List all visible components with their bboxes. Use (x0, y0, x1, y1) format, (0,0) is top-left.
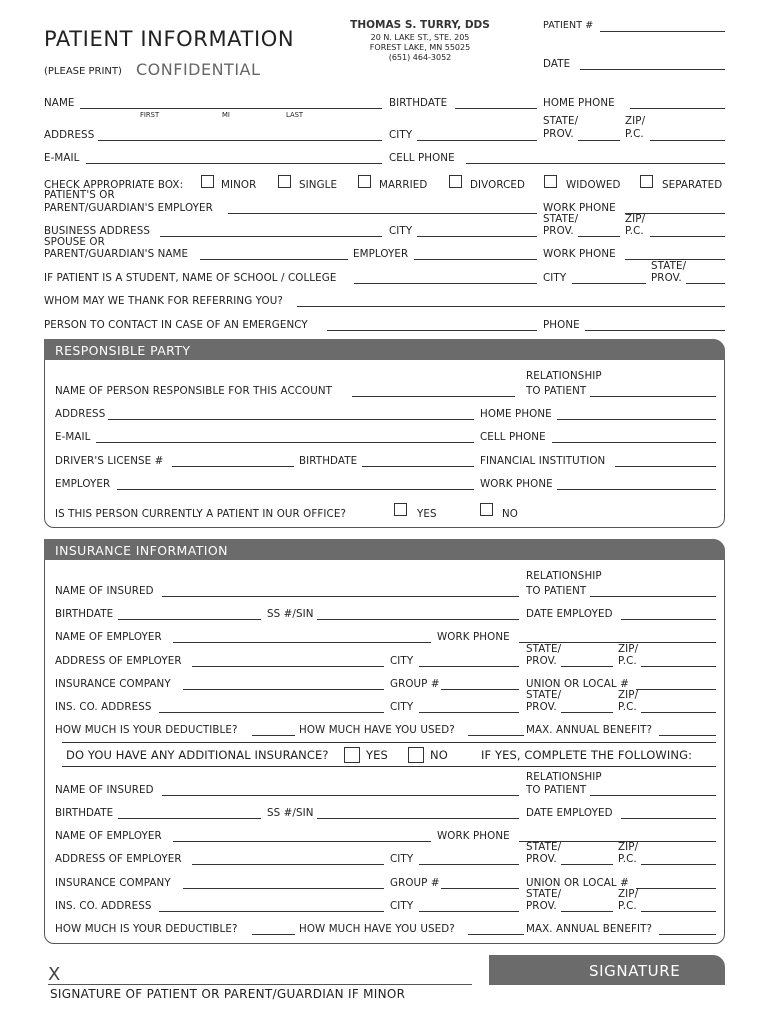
ins2-company-zip-field[interactable] (641, 911, 716, 912)
rp-birthdate-label: BIRTHDATE (299, 455, 358, 467)
mi-sublabel: MI (222, 111, 230, 119)
rp-cell-phone-label: CELL PHONE (480, 431, 546, 443)
cell-phone-label: CELL PHONE (389, 152, 455, 164)
please-print-note: (PLEASE PRINT) (44, 66, 122, 77)
ins2-max-benefit-label: MAX. ANNUAL BENEFIT? (526, 923, 653, 935)
guardian-employer-label: PARENT/GUARDIAN'S EMPLOYER (44, 202, 213, 214)
ins2-name-insured-field[interactable] (162, 795, 519, 796)
spouse-work-phone-label: WORK PHONE (543, 248, 616, 260)
patient-number-label: PATIENT # (543, 20, 594, 31)
ins-company-city-field[interactable] (419, 712, 519, 713)
ins2-state-label: STATE/ (526, 841, 562, 853)
insurance-title: INSURANCE INFORMATION (55, 543, 228, 558)
patient-number-field[interactable] (600, 31, 725, 32)
ins-company-zip-label: ZIP/ (618, 689, 639, 701)
signature-label: SIGNATURE OF PATIENT OR PARENT/GUARDIAN IF MINOR (50, 987, 406, 1001)
ins2-pc-label: P.C. (618, 853, 637, 865)
ins2-city-field[interactable] (419, 864, 519, 865)
ins-ss-field[interactable] (317, 619, 519, 620)
ins-prov-label: PROV. (526, 655, 557, 667)
minor-label: MINOR (221, 179, 257, 191)
ins-company-state-label: STATE/ (526, 689, 562, 701)
rp-financial-field[interactable] (615, 466, 716, 467)
signature-button-label: SIGNATURE (589, 962, 681, 980)
ins-ss-label: SS #/SIN (267, 608, 314, 620)
name-label: NAME (44, 97, 75, 109)
additional-divider-top (62, 742, 716, 743)
emergency-phone-field[interactable] (585, 330, 725, 331)
practice-phone: (651) 464-3052 (388, 53, 452, 62)
signature-x: X (48, 964, 61, 985)
zip-field[interactable] (650, 140, 725, 141)
additional-yes-label: YES (366, 748, 388, 762)
rp-current-patient-label: IS THIS PERSON CURRENTLY A PATIENT IN OUR OFFICE? (55, 508, 347, 520)
ins-birthdate-label: BIRTHDATE (55, 608, 114, 620)
birthdate-field[interactable] (455, 108, 537, 109)
ins2-union-label: UNION OR LOCAL # (526, 877, 629, 889)
ins-company-state-field[interactable] (561, 712, 613, 713)
rp-financial-label: FINANCIAL INSTITUTION (480, 455, 606, 467)
ins2-state-field[interactable] (561, 864, 613, 865)
school-label: IF PATIENT IS A STUDENT, NAME OF SCHOOL / COLLEGE (44, 272, 337, 284)
ins2-employer-field[interactable] (173, 841, 431, 842)
ins-birthdate-field[interactable] (118, 619, 261, 620)
rp-email-field[interactable] (96, 442, 474, 443)
ins2-name-insured-label: NAME OF INSURED (55, 784, 154, 796)
ins2-company-zip-label: ZIP/ (618, 888, 639, 900)
ins2-to-patient-label: TO PATIENT (526, 784, 587, 796)
widowed-label: WIDOWED (566, 179, 621, 191)
practice-address-2: FOREST LAKE, MN 55025 (369, 43, 471, 52)
business-prov-label: PROV. (543, 225, 574, 237)
ins-name-insured-field[interactable] (162, 596, 519, 597)
practice-address-1: 20 N. LAKE ST., STE. 205 (370, 33, 470, 42)
school-city-field[interactable] (572, 283, 646, 284)
ins2-company-state-field[interactable] (561, 911, 613, 912)
school-state-field[interactable] (686, 283, 725, 284)
ins2-employer-address-label: ADDRESS OF EMPLOYER (55, 853, 182, 865)
rp-license-field[interactable] (172, 466, 294, 467)
divorced-label: DIVORCED (470, 179, 525, 191)
rp-name-label: NAME OF PERSON RESPONSIBLE FOR THIS ACCOUNT (55, 385, 333, 397)
prov-label: PROV. (543, 128, 574, 140)
minor-checkbox[interactable] (201, 175, 214, 188)
ins-max-benefit-field[interactable] (659, 735, 716, 736)
widowed-checkbox[interactable] (544, 175, 557, 188)
ins2-used-field[interactable] (468, 934, 524, 935)
ins2-ss-label: SS #/SIN (267, 807, 314, 819)
ins-pc-label: P.C. (618, 655, 637, 667)
rp-employer-field[interactable] (117, 489, 474, 490)
ins2-prov-label: PROV. (526, 853, 557, 865)
check-box-label: CHECK APPROPRIATE BOX: (44, 179, 184, 191)
ins2-company-city-label: CITY (390, 900, 414, 912)
additional-divider-bottom (62, 766, 716, 767)
school-field[interactable] (354, 283, 537, 284)
address-field[interactable] (98, 140, 382, 141)
ins-state-label: STATE/ (526, 643, 562, 655)
ins2-max-benefit-field[interactable] (659, 934, 716, 935)
last-sublabel: LAST (286, 111, 304, 119)
ins-zip-label: ZIP/ (618, 643, 639, 655)
email-field[interactable] (86, 163, 382, 164)
business-city-field[interactable] (417, 236, 537, 237)
separated-checkbox[interactable] (640, 175, 653, 188)
responsible-party-panel (44, 339, 725, 528)
spouse-employer-label: EMPLOYER (353, 248, 409, 260)
ins-employer-field[interactable] (173, 642, 431, 643)
ins2-ss-field[interactable] (317, 818, 519, 819)
business-zip-field[interactable] (650, 236, 725, 237)
rp-address-label: ADDRESS (55, 408, 106, 420)
guardian-name-field[interactable] (200, 259, 348, 260)
rp-work-phone-label: WORK PHONE (480, 478, 553, 490)
emergency-phone-label: PHONE (543, 319, 580, 331)
rp-employer-label: EMPLOYER (55, 478, 111, 490)
ins2-company-label: INSURANCE COMPANY (55, 877, 171, 889)
ins2-deductible-label: HOW MUCH IS YOUR DEDUCTIBLE? (55, 923, 238, 935)
responsible-party-header (44, 339, 725, 360)
separated-label: SEPARATED (662, 179, 723, 191)
ins-name-insured-label: NAME OF INSURED (55, 585, 154, 597)
ins-max-benefit-label: MAX. ANNUAL BENEFIT? (526, 724, 653, 736)
additional-yes-checkbox[interactable] (344, 747, 360, 763)
rp-home-phone-label: HOME PHONE (480, 408, 552, 420)
ins-company-address-label: INS. CO. ADDRESS (55, 701, 152, 713)
ins-company-prov-label: PROV. (526, 701, 557, 713)
emergency-contact-field[interactable] (327, 330, 537, 331)
ins-used-field[interactable] (468, 735, 524, 736)
patients-or-label: PATIENT'S OR (44, 189, 115, 201)
business-address-field[interactable] (160, 236, 382, 237)
date-label: DATE (543, 58, 571, 70)
pc-label: P.C. (625, 128, 644, 140)
additional-insurance-label: DO YOU HAVE ANY ADDITIONAL INSURANCE? (66, 748, 329, 762)
rp-no-label: NO (502, 508, 519, 520)
address-label: ADDRESS (44, 129, 95, 141)
practice-block (330, 19, 510, 62)
spouse-or-label: SPOUSE OR (44, 236, 105, 248)
ins2-union-field[interactable] (636, 888, 716, 889)
ins-employer-address-field[interactable] (192, 666, 384, 667)
ins-union-field[interactable] (636, 689, 716, 690)
ins-company-address-field[interactable] (159, 712, 384, 713)
ins2-employer-label: NAME OF EMPLOYER (55, 830, 162, 842)
ins-group-field[interactable] (441, 689, 519, 690)
page-title: PATIENT INFORMATION (44, 27, 295, 51)
work-phone-label: WORK PHONE (543, 202, 616, 214)
married-checkbox[interactable] (358, 175, 371, 188)
state-field[interactable] (578, 140, 620, 141)
confidential-label: CONFIDENTIAL (136, 60, 261, 79)
rp-no-checkbox[interactable] (480, 503, 493, 516)
business-zip-label: ZIP/ (625, 213, 646, 225)
cell-phone-field[interactable] (466, 163, 725, 164)
ins-zip-field[interactable] (641, 666, 716, 667)
ins2-zip-field[interactable] (641, 864, 716, 865)
ins-employer-label: NAME OF EMPLOYER (55, 631, 162, 643)
ins-company-pc-label: P.C. (618, 701, 637, 713)
birthdate-label: BIRTHDATE (389, 97, 448, 109)
married-label: MARRIED (379, 179, 428, 191)
ins-employer-address-label: ADDRESS OF EMPLOYER (55, 655, 182, 667)
rp-license-label: DRIVER'S LICENSE # (55, 455, 164, 467)
ins2-company-city-field[interactable] (419, 911, 519, 912)
rp-birthdate-field[interactable] (362, 466, 474, 467)
guardian-employer-field[interactable] (228, 213, 537, 214)
rp-relationship-label: RELATIONSHIP (526, 370, 602, 382)
name-field[interactable] (80, 108, 382, 109)
ins-to-patient-label: TO PATIENT (526, 585, 587, 597)
school-city-label: CITY (543, 272, 567, 284)
email-label: E-MAIL (44, 152, 80, 164)
additional-no-checkbox[interactable] (408, 747, 424, 763)
rp-work-phone-field[interactable] (557, 489, 716, 490)
ins-company-field[interactable] (183, 689, 384, 690)
ins2-birthdate-label: BIRTHDATE (55, 807, 114, 819)
if-yes-label: IF YES, COMPLETE THE FOLLOWING: (481, 748, 693, 762)
rp-yes-label: YES (417, 508, 437, 520)
rp-to-patient-label: TO PATIENT (526, 385, 587, 397)
ins2-employer-address-field[interactable] (192, 864, 384, 865)
ins2-relationship-field[interactable] (590, 795, 716, 796)
divorced-checkbox[interactable] (449, 175, 462, 188)
ins2-zip-label: ZIP/ (618, 841, 639, 853)
ins-group-label: GROUP # (390, 678, 440, 690)
business-pc-label: P.C. (625, 225, 644, 237)
ins2-company-pc-label: P.C. (618, 900, 637, 912)
ins2-company-prov-label: PROV. (526, 900, 557, 912)
single-label: SINGLE (299, 179, 338, 191)
ins-used-label: HOW MUCH HAVE YOU USED? (299, 724, 455, 736)
ins-relationship-label: RELATIONSHIP (526, 570, 602, 582)
zip-label: ZIP/ (625, 115, 646, 127)
ins-relationship-field[interactable] (590, 596, 716, 597)
rp-name-field[interactable] (352, 396, 515, 397)
guardian-name-label: PARENT/GUARDIAN'S NAME (44, 248, 189, 260)
ins2-company-address-field[interactable] (159, 911, 384, 912)
ins2-group-field[interactable] (441, 888, 519, 889)
rp-relationship-field[interactable] (590, 396, 716, 397)
ins-date-employed-label: DATE EMPLOYED (526, 608, 613, 620)
ins-city-label: CITY (390, 655, 414, 667)
home-phone-label: HOME PHONE (543, 97, 615, 109)
rp-email-label: E-MAIL (55, 431, 91, 443)
ins2-company-state-label: STATE/ (526, 888, 562, 900)
practice-name: THOMAS S. TURRY, DDS (350, 19, 490, 31)
business-state-label: STATE/ (543, 213, 579, 225)
ins2-deductible-field[interactable] (252, 934, 295, 935)
single-checkbox[interactable] (278, 175, 291, 188)
ins-deductible-label: HOW MUCH IS YOUR DEDUCTIBLE? (55, 724, 238, 736)
responsible-party-title: RESPONSIBLE PARTY (55, 343, 191, 358)
state-label: STATE/ (543, 115, 579, 127)
business-city-label: CITY (389, 225, 413, 237)
ins2-group-label: GROUP # (390, 877, 440, 889)
referral-label: WHOM MAY WE THANK FOR REFERRING YOU? (44, 295, 283, 307)
ins-company-label: INSURANCE COMPANY (55, 678, 171, 690)
ins2-used-label: HOW MUCH HAVE YOU USED? (299, 923, 455, 935)
ins2-company-address-label: INS. CO. ADDRESS (55, 900, 152, 912)
ins-company-city-label: CITY (390, 701, 414, 713)
city-field[interactable] (417, 140, 537, 141)
ins-date-employed-field[interactable] (621, 619, 716, 620)
rp-yes-checkbox[interactable] (394, 503, 407, 516)
business-address-label: BUSINESS ADDRESS (44, 225, 150, 237)
ins2-city-label: CITY (390, 853, 414, 865)
ins-city-field[interactable] (419, 666, 519, 667)
rp-address-field[interactable] (108, 419, 474, 420)
ins2-relationship-label: RELATIONSHIP (526, 771, 602, 783)
ins2-date-employed-field[interactable] (621, 818, 716, 819)
school-state-label: STATE/ (651, 260, 687, 272)
ins2-birthdate-field[interactable] (118, 818, 261, 819)
home-phone-field[interactable] (630, 108, 725, 109)
additional-no-label: NO (430, 748, 448, 762)
date-field[interactable] (580, 69, 725, 70)
spouse-employer-field[interactable] (414, 259, 537, 260)
first-sublabel: FIRST (140, 111, 160, 119)
city-label: CITY (389, 129, 413, 141)
ins2-date-employed-label: DATE EMPLOYED (526, 807, 613, 819)
ins2-work-phone-label: WORK PHONE (437, 830, 510, 842)
emergency-contact-label: PERSON TO CONTACT IN CASE OF AN EMERGENCY (44, 319, 308, 331)
ins-work-phone-label: WORK PHONE (437, 631, 510, 643)
insurance-header (44, 539, 725, 560)
rp-cell-phone-field[interactable] (552, 442, 716, 443)
ins-state-field[interactable] (561, 666, 613, 667)
school-prov-label: PROV. (651, 272, 682, 284)
rp-home-phone-field[interactable] (557, 419, 716, 420)
signature-field[interactable] (48, 984, 472, 985)
business-state-field[interactable] (578, 236, 620, 237)
referral-field[interactable] (297, 306, 725, 307)
ins-union-label: UNION OR LOCAL # (526, 678, 629, 690)
ins-deductible-field[interactable] (252, 735, 295, 736)
ins2-company-field[interactable] (183, 888, 384, 889)
ins-company-zip-field[interactable] (641, 712, 716, 713)
